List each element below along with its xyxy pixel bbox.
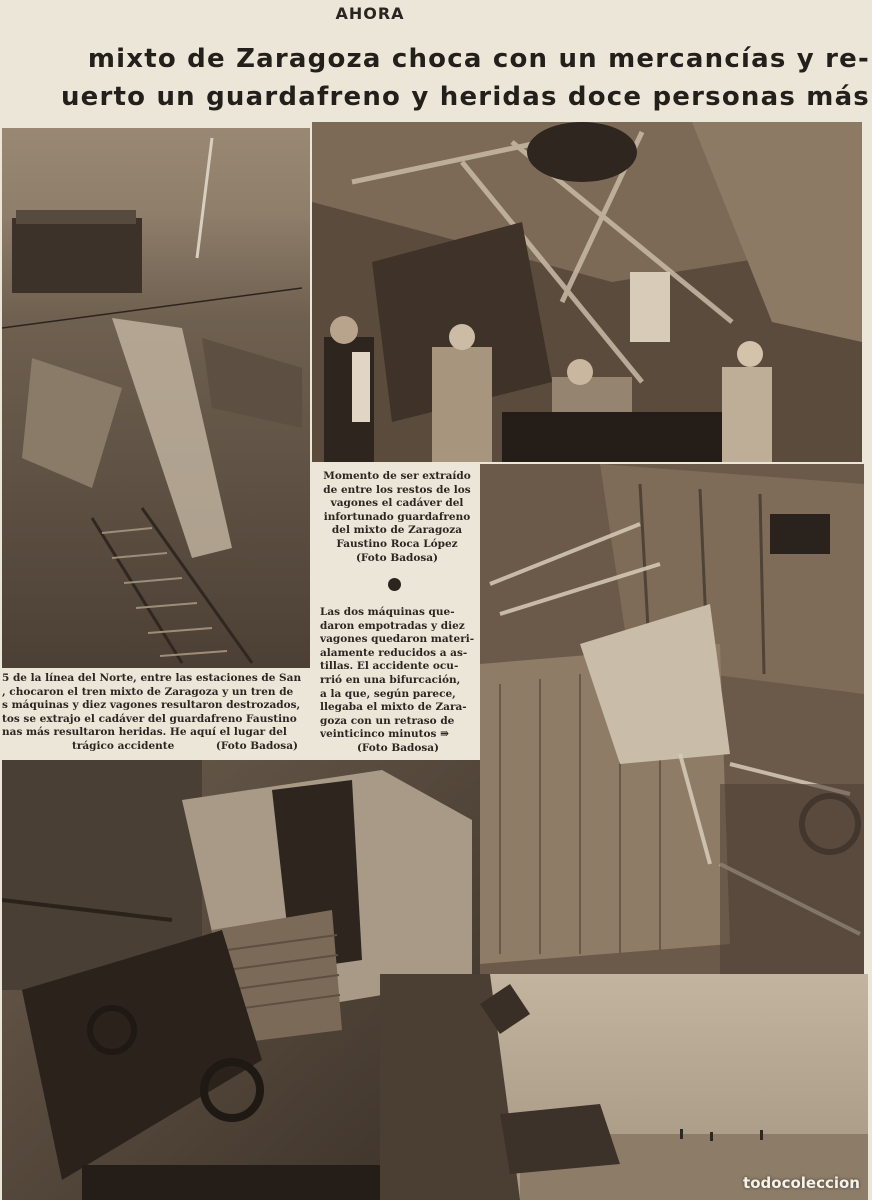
photo-landscape-distance	[380, 974, 868, 1200]
photo-recovery-workers	[312, 122, 862, 462]
bullet-dot	[388, 578, 401, 591]
caption-line: vagones quedaron materi-	[320, 633, 475, 646]
photo-credit: (Foto Badosa)	[355, 551, 439, 564]
photo-credit: (Foto Badosa)	[356, 741, 440, 752]
watermark: todocoleccion	[743, 1174, 860, 1192]
caption-line: rrió en una bifurcación,	[320, 673, 461, 686]
caption-line: trágico accidente	[72, 739, 175, 752]
photo-credit: (Foto Badosa)	[215, 739, 298, 752]
caption-line: del mixto de Zaragoza	[331, 524, 463, 537]
headline-line-2: uerto un guardafreno y heridas doce personas más	[60, 82, 870, 112]
caption-machines	[320, 606, 476, 752]
caption-line: Las dos máquinas que-	[320, 606, 455, 618]
caption-line: tillas. El accidente ocu-	[320, 660, 459, 673]
caption-line: a la que, según parece,	[320, 687, 456, 700]
caption-recovery	[318, 470, 476, 575]
caption-line: 5 de la línea del Norte, entre las estaciones de San	[2, 672, 302, 684]
caption-line: tos se extrajo el cadáver del guardafreno Faustino	[2, 712, 297, 725]
headline-line-1: mixto de Zaragoza choca con un mercancías y re-	[87, 44, 870, 74]
photo-crushed-wagons	[480, 464, 864, 974]
photo-wreck-overview	[2, 128, 310, 668]
caption-line: alamente reducidos a as-	[320, 646, 468, 659]
caption-line: infortunado guardafreno	[323, 510, 471, 523]
masthead: AHORA	[335, 4, 405, 23]
caption-line: , chocaron el tren mixto de Zaragoza y un tren de	[2, 685, 294, 698]
caption-line: s máquinas y diez vagones resultaron destrozados,	[2, 699, 301, 712]
caption-line: goza con un retraso de	[320, 714, 455, 727]
caption-line: de entre los restos de los	[323, 483, 471, 496]
caption-line: veinticinco minutos ⇛	[320, 728, 449, 741]
caption-line: daron empotradas y diez	[320, 619, 465, 632]
caption-line: nas más resultaron heridas. He aquí el lugar del	[2, 726, 287, 739]
caption-line: llegaba el mixto de Zara-	[320, 701, 467, 714]
caption-accident-site	[2, 672, 312, 756]
caption-line: vagones el cadáver del	[330, 497, 464, 510]
caption-line: Faustino Roca López	[336, 537, 458, 550]
caption-line: Momento de ser extraído	[323, 470, 471, 482]
